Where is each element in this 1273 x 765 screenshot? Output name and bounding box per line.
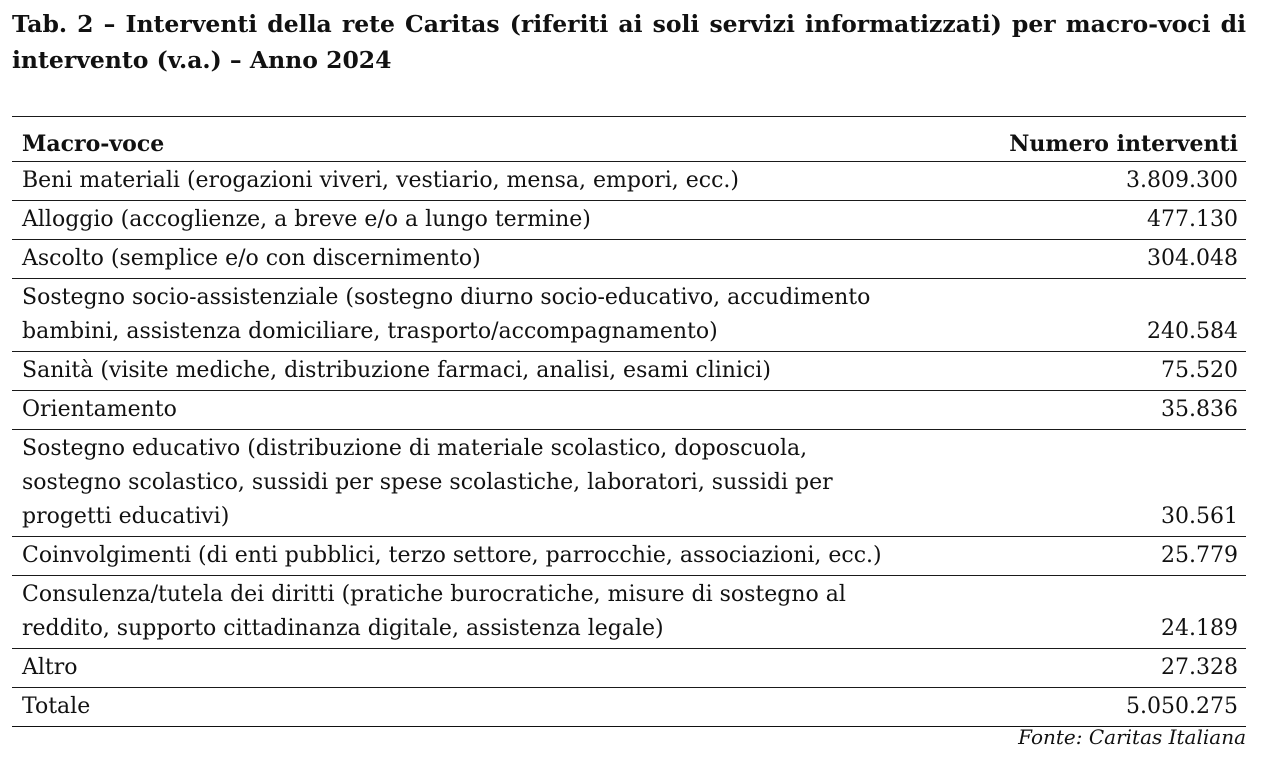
row-value: 240.584	[910, 279, 1246, 352]
row-value: 24.189	[910, 576, 1246, 649]
row-value: 25.779	[910, 537, 1246, 576]
row-label: Alloggio (accoglienze, a breve e/o a lungo termine)	[12, 201, 910, 240]
table-title: Tab. 2 – Interventi della rete Caritas (riferiti ai soli servizi informatizzati) per macro-voci di intervento (v.a.) – Anno 2024	[12, 10, 1246, 74]
row-value: 304.048	[910, 240, 1246, 279]
table-row	[12, 162, 1246, 201]
row-label: Altro	[12, 649, 910, 688]
row-label: Coinvolgimenti (di enti pubblici, terzo settore, parrocchie, associazioni, ecc.)	[12, 537, 910, 576]
row-value: 27.328	[910, 649, 1246, 688]
row-label: Beni materiali (erogazioni viveri, vestiario, mensa, empori, ecc.)	[12, 162, 910, 201]
row-label: Sostegno socio-assistenziale (sostegno diurno socio-educativo, accudimento bambini, assistenza domiciliare, trasporto/accompagnamento)	[12, 279, 910, 352]
table-row	[12, 649, 1246, 688]
row-label: Sostegno educativo (distribuzione di materiale scolastico, doposcuola, sostegno scolastico, sussidi per spese scolastiche, laboratori, sussidi per progetti educativi)	[12, 430, 910, 537]
row-label: Ascolto (semplice e/o con discernimento)	[12, 240, 910, 279]
row-label: Consulenza/tutela dei diritti (pratiche burocratiche, misure di sostegno al reddito, supporto cittadinanza digitale, assistenza legale)	[12, 576, 910, 649]
table-row	[12, 201, 1246, 240]
table-row	[12, 576, 1246, 649]
total-label: Totale	[12, 688, 910, 727]
table-row	[12, 352, 1246, 391]
row-label: Orientamento	[12, 391, 910, 430]
row-value: 30.561	[910, 430, 1246, 537]
interventions-table	[12, 116, 1246, 727]
header-numero-interventi: Numero interventi	[910, 117, 1246, 162]
total-row	[12, 688, 1246, 727]
source-note: Fonte: Caritas Italiana	[1018, 725, 1246, 749]
total-value: 5.050.275	[910, 688, 1246, 727]
row-label: Sanità (visite mediche, distribuzione farmaci, analisi, esami clinici)	[12, 352, 910, 391]
row-value: 477.130	[910, 201, 1246, 240]
table-row	[12, 240, 1246, 279]
table-row	[12, 537, 1246, 576]
row-value: 3.809.300	[910, 162, 1246, 201]
row-value: 35.836	[910, 391, 1246, 430]
table-header-row	[12, 117, 1246, 162]
table-row	[12, 279, 1246, 352]
table-row	[12, 430, 1246, 537]
header-macro-voce: Macro-voce	[12, 117, 910, 162]
row-value: 75.520	[910, 352, 1246, 391]
table-row	[12, 391, 1246, 430]
